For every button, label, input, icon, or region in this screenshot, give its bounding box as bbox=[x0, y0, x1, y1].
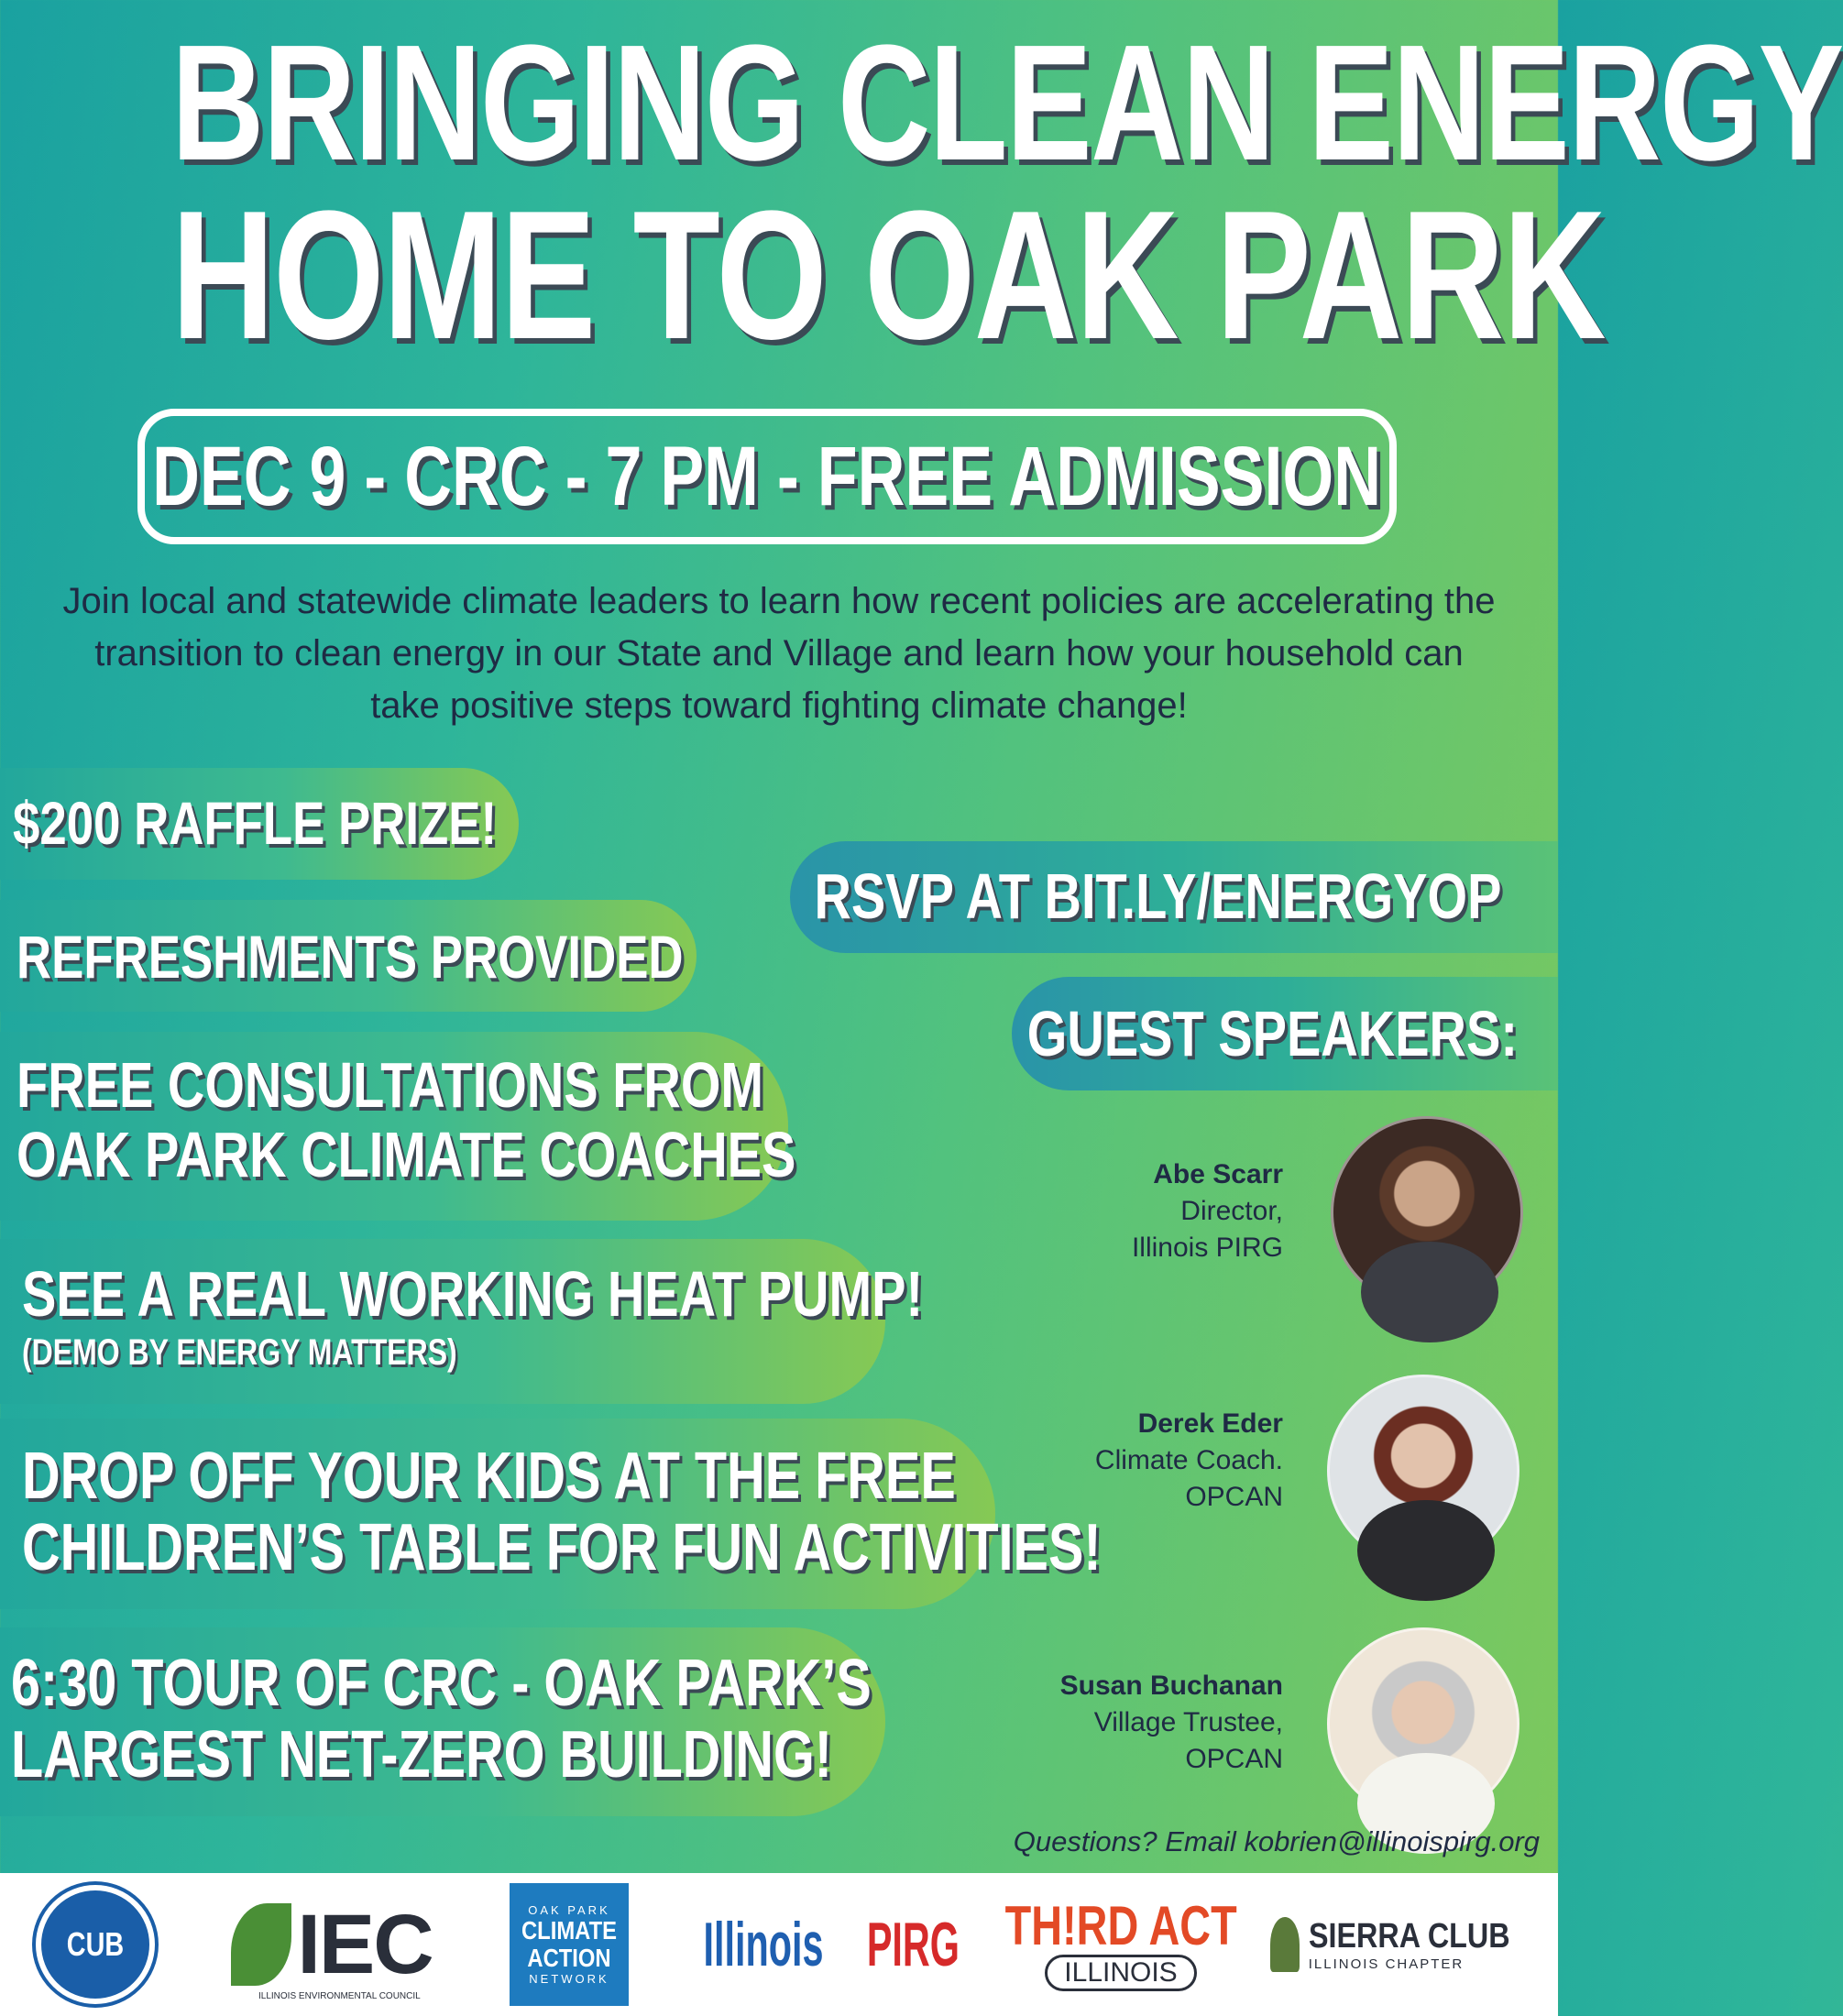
speaker-role: Climate Coach. bbox=[1094, 1445, 1283, 1475]
opcan-logo-climate: CLIMATE bbox=[521, 1916, 617, 1945]
speaker-info bbox=[1060, 1668, 1283, 1778]
third-act-logo-text: TH!RD ACT bbox=[1004, 1895, 1237, 1956]
iec-logo-text: IEC bbox=[297, 1897, 433, 1991]
speaker-info bbox=[1095, 1406, 1283, 1516]
speaker-photo bbox=[1327, 1375, 1519, 1567]
feature-tour-line-1: 6:30 TOUR OF CRC - OAK PARK’S bbox=[11, 1647, 872, 1720]
feature-kids-line-1: DROP OFF YOUR KIDS AT THE FREE bbox=[22, 1440, 956, 1513]
opcan-logo bbox=[508, 1873, 631, 2016]
title-line-1: BRINGING CLEAN ENERGY bbox=[171, 11, 1843, 195]
title-line-2: HOME TO OAK PARK bbox=[171, 173, 1605, 378]
illinois-pirg-logo bbox=[676, 1873, 982, 2016]
feature-consultations bbox=[0, 1032, 796, 1221]
speaker-org: OPCAN bbox=[1185, 1482, 1283, 1512]
tree-icon bbox=[1270, 1917, 1300, 1972]
speaker-role: Director, bbox=[1180, 1196, 1283, 1226]
speaker-org: Illinois PIRG bbox=[1131, 1233, 1283, 1263]
feature-refreshments-text: REFRESHMENTS PROVIDED bbox=[16, 923, 684, 991]
feature-consultations-line-2: OAK PARK CLIMATE COACHES bbox=[16, 1119, 796, 1190]
sierra-club-logo bbox=[1270, 1873, 1545, 2016]
pirg-logo-pirg: PIRG bbox=[866, 1910, 960, 1979]
rsvp-link-text[interactable]: RSVP AT BIT.LY/ENERGYOP bbox=[814, 860, 1501, 932]
feature-raffle bbox=[0, 768, 519, 880]
opcan-logo-top: OAK PARK bbox=[528, 1903, 610, 1917]
pirg-logo-text bbox=[686, 1909, 972, 1980]
rsvp-banner bbox=[790, 841, 1558, 953]
speaker-name: Derek Eder bbox=[1137, 1408, 1283, 1439]
iec-logo-subtext: ILLINOIS ENVIRONMENTAL COUNCIL bbox=[258, 1991, 421, 2001]
feature-tour bbox=[0, 1627, 885, 1816]
event-info-text: DEC 9 - CRC - 7 PM - FREE ADMISSION bbox=[152, 429, 1382, 523]
speaker-name: Abe Scarr bbox=[1153, 1159, 1283, 1189]
sponsor-logo-bar bbox=[0, 1873, 1558, 2016]
sierra-club-logo-text: SIERRA CLUB bbox=[1308, 1917, 1510, 1956]
pirg-logo-illinois: Illinois bbox=[703, 1910, 824, 1979]
feature-tour-text bbox=[11, 1648, 872, 1791]
feature-refreshments bbox=[0, 900, 697, 1012]
guest-speakers-heading bbox=[1012, 977, 1558, 1090]
speaker-info bbox=[1132, 1156, 1283, 1266]
contact-email-text[interactable]: Questions? Email kobrien@illinoispirg.org bbox=[1013, 1825, 1540, 1857]
iec-logo bbox=[203, 1873, 460, 2016]
feature-kids-text bbox=[22, 1441, 1102, 1583]
opcan-logo-bottom: NETWORK bbox=[529, 1972, 609, 1986]
cub-seal-icon bbox=[36, 1885, 155, 2004]
event-info-box bbox=[137, 409, 1397, 544]
speaker-name: Susan Buchanan bbox=[1059, 1671, 1283, 1701]
opcan-logo-action: ACTION bbox=[527, 1944, 611, 1972]
feature-tour-line-2: LARGEST NET-ZERO BUILDING! bbox=[11, 1718, 832, 1791]
intro-paragraph: Join local and statewide climate leaders to learn how recent policies are accelerating the transition to clean energy in our State and Village and learn how your household can take positive steps toward fighting climate change! bbox=[62, 581, 1496, 726]
leaf-icon bbox=[231, 1903, 291, 1986]
third-act-logo-subtext: ILLINOIS bbox=[1045, 1955, 1196, 1991]
cub-logo-text: CUB bbox=[66, 1925, 125, 1963]
speaker-org: OPCAN bbox=[1185, 1744, 1283, 1774]
feature-raffle-text: $200 RAFFLE PRIZE! bbox=[13, 789, 498, 857]
cub-logo bbox=[31, 1873, 159, 2016]
feature-kids bbox=[0, 1419, 1102, 1609]
opcan-logo-box bbox=[510, 1883, 629, 2006]
speaker-photo bbox=[1327, 1627, 1519, 1820]
speaker-role: Village Trustee, bbox=[1093, 1707, 1283, 1737]
feature-heat-pump-subtext: (DEMO BY ENERGY MATTERS) bbox=[22, 1332, 457, 1373]
feature-consultations-text bbox=[16, 1050, 795, 1189]
third-act-logo bbox=[1004, 1873, 1237, 2016]
speaker-photo bbox=[1331, 1116, 1523, 1309]
feature-heat-pump bbox=[0, 1239, 924, 1404]
sierra-club-logo-subtext: ILLINOIS CHAPTER bbox=[1308, 1956, 1465, 1972]
feature-kids-line-2: CHILDREN’S TABLE FOR FUN ACTIVITIES! bbox=[22, 1511, 1102, 1584]
guest-speakers-heading-text: GUEST SPEAKERS: bbox=[1026, 998, 1518, 1069]
feature-heat-pump-text: SEE A REAL WORKING HEAT PUMP! bbox=[22, 1258, 924, 1330]
feature-consultations-line-1: FREE CONSULTATIONS FROM bbox=[16, 1049, 764, 1121]
